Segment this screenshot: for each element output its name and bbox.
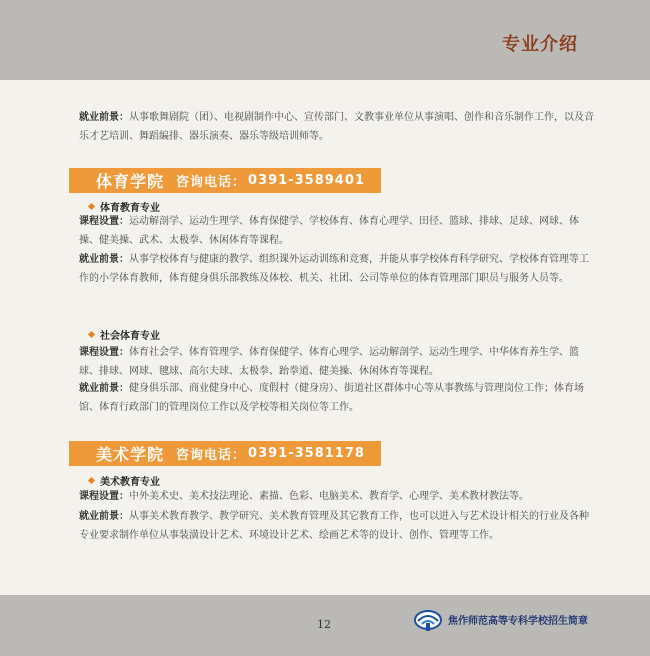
career-paragraph-pe	[79, 250, 595, 288]
major-name: 美术教育专业	[100, 477, 160, 488]
career-text: 健身俱乐部、商业健身中心、度假村（健身房）、街道社区群体中心等从事教练与管理岗位工作；体育场馆、体育行政部门的管理岗位工作以及学校等相关岗位等工作。	[79, 383, 584, 413]
school-logo-icon	[414, 606, 442, 634]
career-label: 就业前景：	[79, 383, 129, 394]
page-title: 专业介绍	[502, 34, 578, 55]
career-label: 就业前景：	[79, 112, 129, 123]
course-paragraph-art	[79, 487, 595, 506]
career-label: 就业前景：	[79, 511, 129, 522]
college-name: 体育学院	[96, 172, 165, 191]
course-text: 运动解剖学、运动生理学、体育保健学、学校体育、体育心理学、田径、篮球、排球、足球、网球、体操、健美操、武术、太极拳、休闲体育等课程。	[79, 216, 579, 246]
course-paragraph-pe	[79, 212, 595, 250]
major-name: 社会体育专业	[100, 331, 160, 342]
career-paragraph-art	[79, 507, 595, 545]
phone-number: 0391-3581178	[248, 446, 365, 461]
phone-label: 咨询电话：	[176, 175, 247, 190]
career-text: 从事学校体育与健康的教学、组织课外运动训练和竞赛，并能从事学校体育科学研究、学校体育管理等工作的小学体育教师，体育健身俱乐部教练及体校、机关、社团、公司等单位的体育管理部门职员与服务人员等。	[79, 254, 589, 284]
course-paragraph-social-sports	[79, 343, 595, 381]
phone-label: 咨询电话：	[176, 448, 247, 463]
bullet-diamond-icon	[88, 477, 95, 484]
course-text: 体育社会学、体育管理学、体育保健学、体育心理学、运动解剖学、运动生理学、中华体育养生学、篮球、排球、网球、毽球、高尔夫球、太极拳、跆拳道、健美操、休闲体育等课程。	[79, 347, 579, 377]
career-paragraph-social-sports	[79, 379, 595, 417]
career-label: 就业前景：	[79, 254, 129, 265]
major-title-art-education	[89, 473, 160, 488]
career-text: 从事美术教育教学、教学研究、美术教育管理及其它教育工作，也可以进入与艺术设计相关的行业及各种专业要求制作单位从事装潢设计艺术、环境设计艺术、绘画艺术等的设计、创作、管理等工作。	[79, 511, 589, 541]
intro-paragraph	[79, 108, 595, 146]
page-number: 12	[317, 618, 331, 631]
career-text: 从事歌舞剧院（团）、电视剧制作中心、宣传部门、文教事业单位从事演唱、创作和音乐制作工作，以及音乐才艺培训、舞蹈编排、器乐演奏、器乐等级培训师等。	[79, 112, 594, 142]
course-label: 课程设置：	[79, 216, 129, 227]
college-banner-art	[69, 441, 381, 466]
major-name: 体育教育专业	[100, 203, 160, 214]
footer-title: 焦作师范高等专科学校招生简章	[448, 616, 588, 627]
course-text: 中外美术史、美术技法理论、素描、色彩、电脑美术、教育学、心理学、美术教材教法等。	[129, 491, 529, 502]
college-banner-sports	[69, 168, 381, 193]
bullet-diamond-icon	[88, 331, 95, 338]
bullet-diamond-icon	[88, 203, 95, 210]
phone-number: 0391-3589401	[248, 173, 365, 188]
college-name: 美术学院	[96, 445, 165, 464]
course-label: 课程设置：	[79, 347, 129, 358]
major-title-social-sports	[89, 327, 160, 342]
course-label: 课程设置：	[79, 491, 129, 502]
